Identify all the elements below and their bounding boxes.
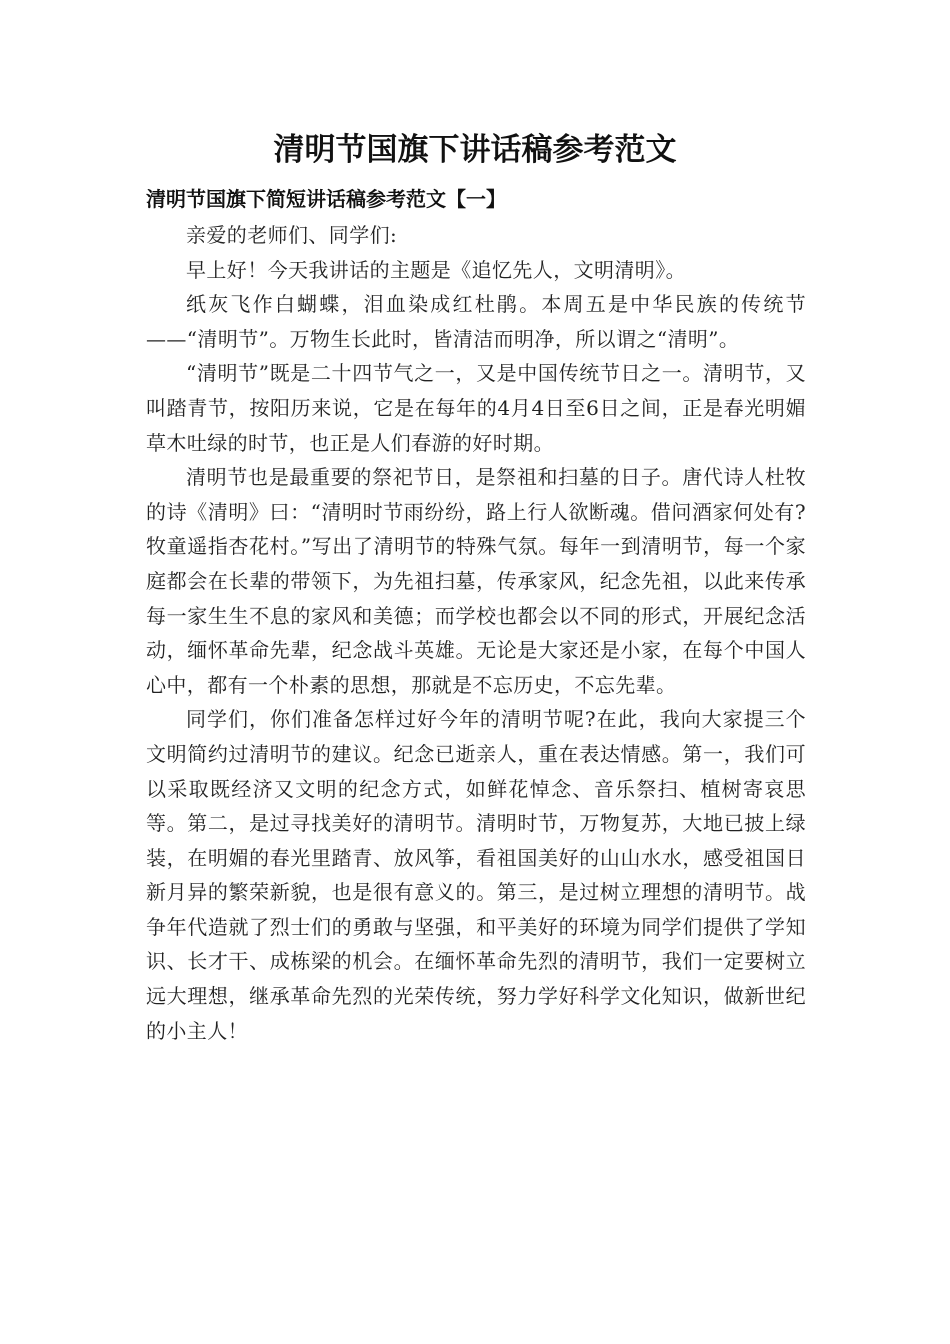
paragraph-greeting: 亲爱的老师们、同学们:: [186, 223, 398, 247]
paragraph-theme: 早上好！今天我讲话的主题是《追忆先人，文明清明》。: [186, 257, 686, 282]
document-title: 清明节国旗下讲话稿参考范文: [273, 132, 677, 168]
paragraph-solar-term: “清明节”既是二十四节气之一，又是中国传统节日之一。清明节，又叫踏青节，按阳历来说，它是在每年的4月4日至6日之间，正是春光明媚草木吐绿的时节，也正是人们春游的好时期。: [146, 361, 806, 455]
paragraph-intro: 纸灰飞作白蝴蝶，泪血染成红杜鹃。本周五是中华民族的传统节——“清明节”。万物生长此时，皆清洁而明净，所以谓之“清明”。: [146, 292, 806, 351]
document-body: [146, 180, 806, 1048]
section-heading: 清明节国旗下简短讲话稿参考范文【一】: [146, 187, 506, 211]
paragraph-suggestions: 同学们，你们准备怎样过好今年的清明节呢?在此，我向大家提三个文明简约过清明节的建议。纪念已逝亲人，重在表达情感。第一，我们可以采取既经济又文明的纪念方式，如鲜花悼念、音乐祭扫、植树寄哀思等。第二，是过寻找美好的清明节。清明时节，万物复苏，大地已披上绿装，在明媚的春光里踏青、放风筝，看祖国美好的山山水水，感受祖国日新月异的繁荣新貌，也是很有意义的。第三，是过树立理想的清明节。战争年代造就了烈士们的勇敢与坚强，和平美好的环境为同学们提供了学知识、长才干、成栋梁的机会。在缅怀革命先烈的清明节，我们一定要树立远大理想，继承革命先烈的光荣传统，努力学好科学文化知识，做新世纪的小主人！: [146, 707, 806, 1043]
paragraph-ancestor-worship: 清明节也是最重要的祭祀节日，是祭祖和扫墓的日子。唐代诗人杜牧的诗《清明》曰：“清明时节雨纷纷，路上行人欲断魂。借问酒家何处有?牧童遥指杏花村。”写出了清明节的特殊气氛。每年一到清明节，每一个家庭都会在长辈的带领下，为先祖扫墓，传承家风，纪念先祖，以此来传承每一家生生不息的家风和美德；而学校也都会以不同的形式，开展纪念活动，缅怀革命先辈，纪念战斗英雄。无论是大家还是小家，在每个中国人心中，都有一个朴素的思想，那就是不忘历史，不忘先辈。: [146, 465, 806, 697]
